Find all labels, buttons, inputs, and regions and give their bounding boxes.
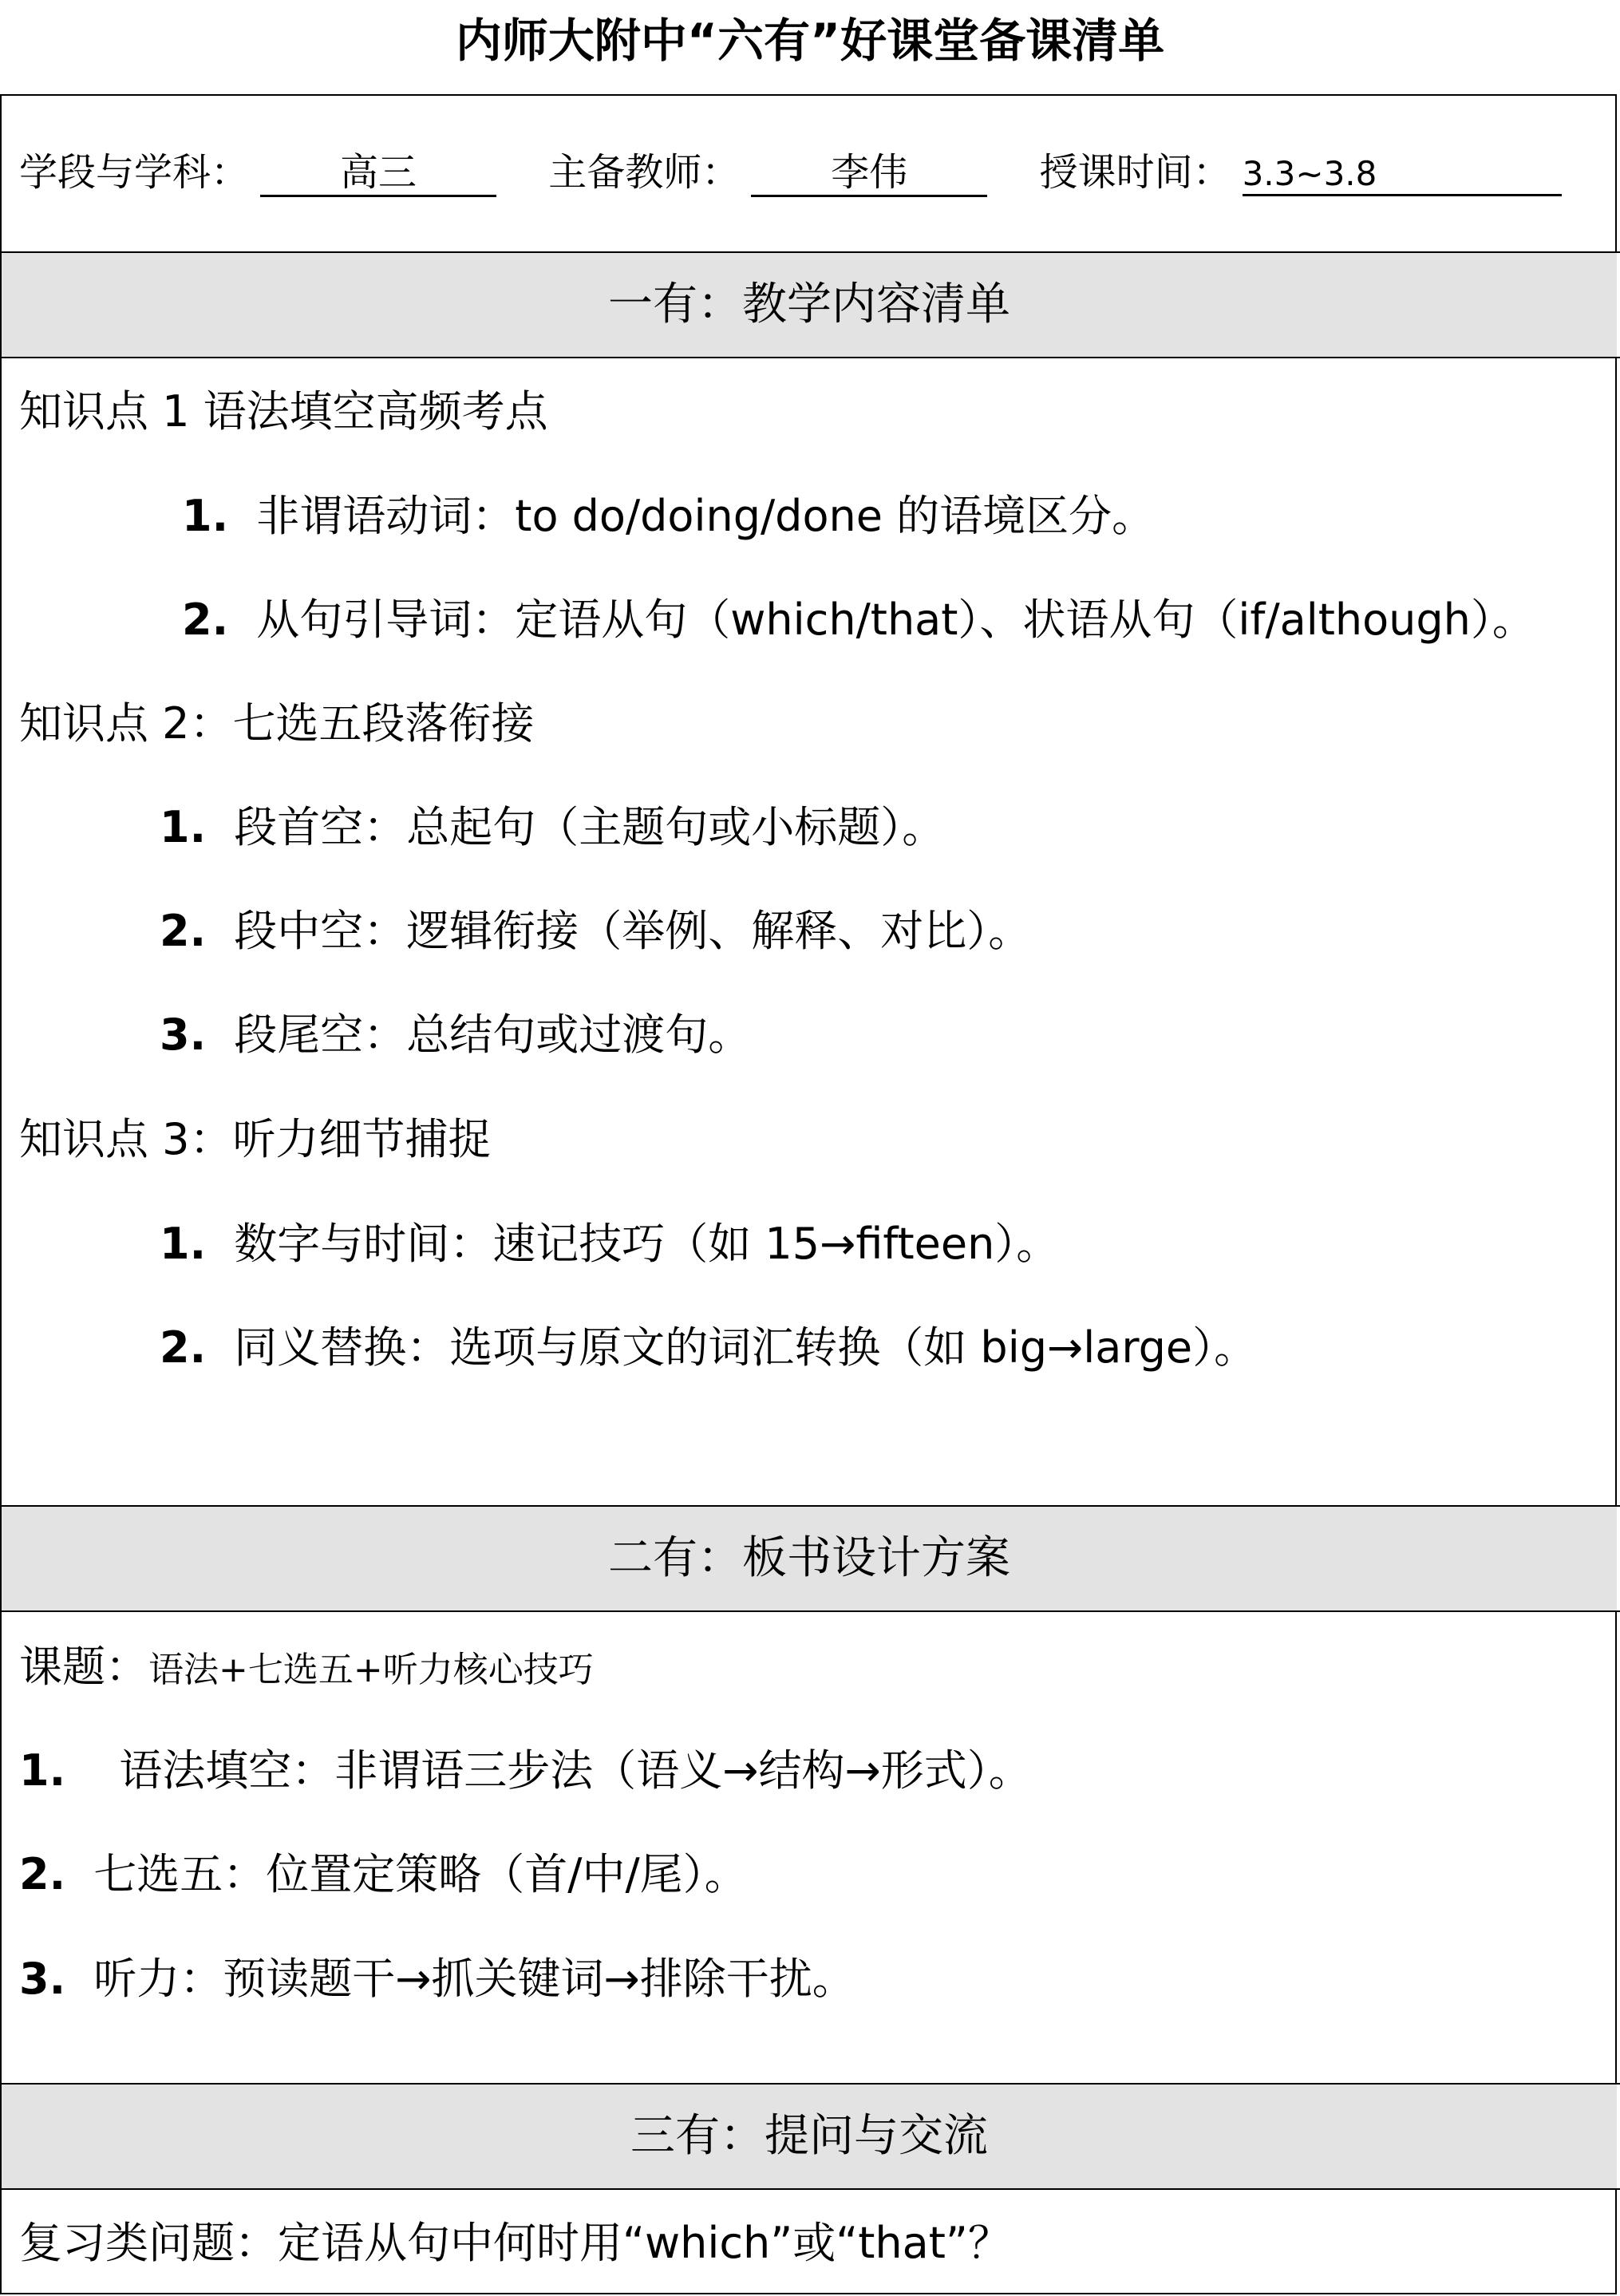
item-text: 听力：预读题干→抓关键词→排除干扰。	[93, 1954, 855, 2004]
item-text: 非谓语动词：to do/doing/done 的语境区分。	[256, 491, 1156, 541]
item-number: 3.	[160, 1010, 207, 1060]
knowledge-point-2-title: 知识点 2：七选五段落衔接	[19, 698, 535, 749]
section1-header	[2, 253, 1617, 357]
list-item	[160, 906, 1032, 956]
item-text: 七选五：位置定策略（首/中/尾）。	[93, 1849, 748, 1899]
item-number: 1.	[160, 1219, 207, 1269]
item-number: 1.	[160, 802, 207, 852]
page-title: 内师大附中“六有”好课堂备课清单	[455, 14, 1165, 68]
review-question: 复习类问题：定语从句中何时用“which”或“that”？	[19, 2218, 1011, 2268]
list-item	[182, 491, 1156, 541]
list-item	[19, 1849, 748, 1899]
knowledge-point-1-title: 知识点 1 语法填空高频考点	[19, 386, 548, 437]
time-label: 授课时间：	[1039, 150, 1231, 195]
item-number: 2.	[160, 906, 207, 956]
list-item	[19, 1745, 1032, 1796]
stage-label: 学段与学科：	[19, 150, 250, 195]
item-number: 3.	[19, 1954, 66, 2004]
list-item	[160, 802, 946, 852]
item-text: 段中空：逻辑衔接（举例、解释、对比）。	[234, 906, 1032, 956]
section3-header	[2, 2085, 1617, 2188]
list-item	[160, 1322, 1258, 1373]
list-item	[182, 595, 1535, 645]
topic-value: 语法+七选五+听力核心技巧	[148, 1650, 594, 1690]
knowledge-point-3-title: 知识点 3：听力细节捕捉	[19, 1114, 492, 1164]
item-number: 1.	[19, 1745, 66, 1796]
list-item	[19, 1954, 855, 2004]
item-number: 2.	[19, 1849, 66, 1899]
item-text: 段尾空：总结句或过渡句。	[234, 1010, 752, 1060]
list-item	[160, 1010, 752, 1060]
time-value: 3.3~3.8	[1243, 157, 1562, 196]
section3-heading: 三有：提问与交流	[630, 2110, 988, 2162]
topic-line	[19, 1642, 594, 1692]
teacher-label: 主备教师：	[548, 150, 741, 195]
meta-row	[19, 150, 1562, 197]
section2-header	[2, 1507, 1617, 1610]
section1-heading: 一有：教学内容清单	[608, 279, 1010, 330]
topic-label: 课题：	[19, 1642, 148, 1692]
item-text: 从句引导词：定语从句（which/that）、状语从句（if/although）。	[256, 595, 1535, 645]
item-number: 2.	[160, 1322, 207, 1373]
item-number: 2.	[182, 595, 229, 645]
item-text: 语法填空：非谓语三步法（语义→结构→形式）。	[119, 1745, 1032, 1796]
section2-heading: 二有：板书设计方案	[608, 1532, 1010, 1584]
item-text: 数字与时间：速记技巧（如 15→fifteen）。	[234, 1219, 1060, 1269]
item-text: 段首空：总起句（主题句或小标题）。	[234, 802, 946, 852]
item-text: 同义替换：选项与原文的词汇转换（如 big→large）。	[234, 1322, 1258, 1373]
item-number: 1.	[182, 491, 229, 541]
stage-value: 高三	[260, 153, 496, 197]
teacher-value: 李伟	[751, 153, 987, 197]
list-item	[160, 1219, 1060, 1269]
